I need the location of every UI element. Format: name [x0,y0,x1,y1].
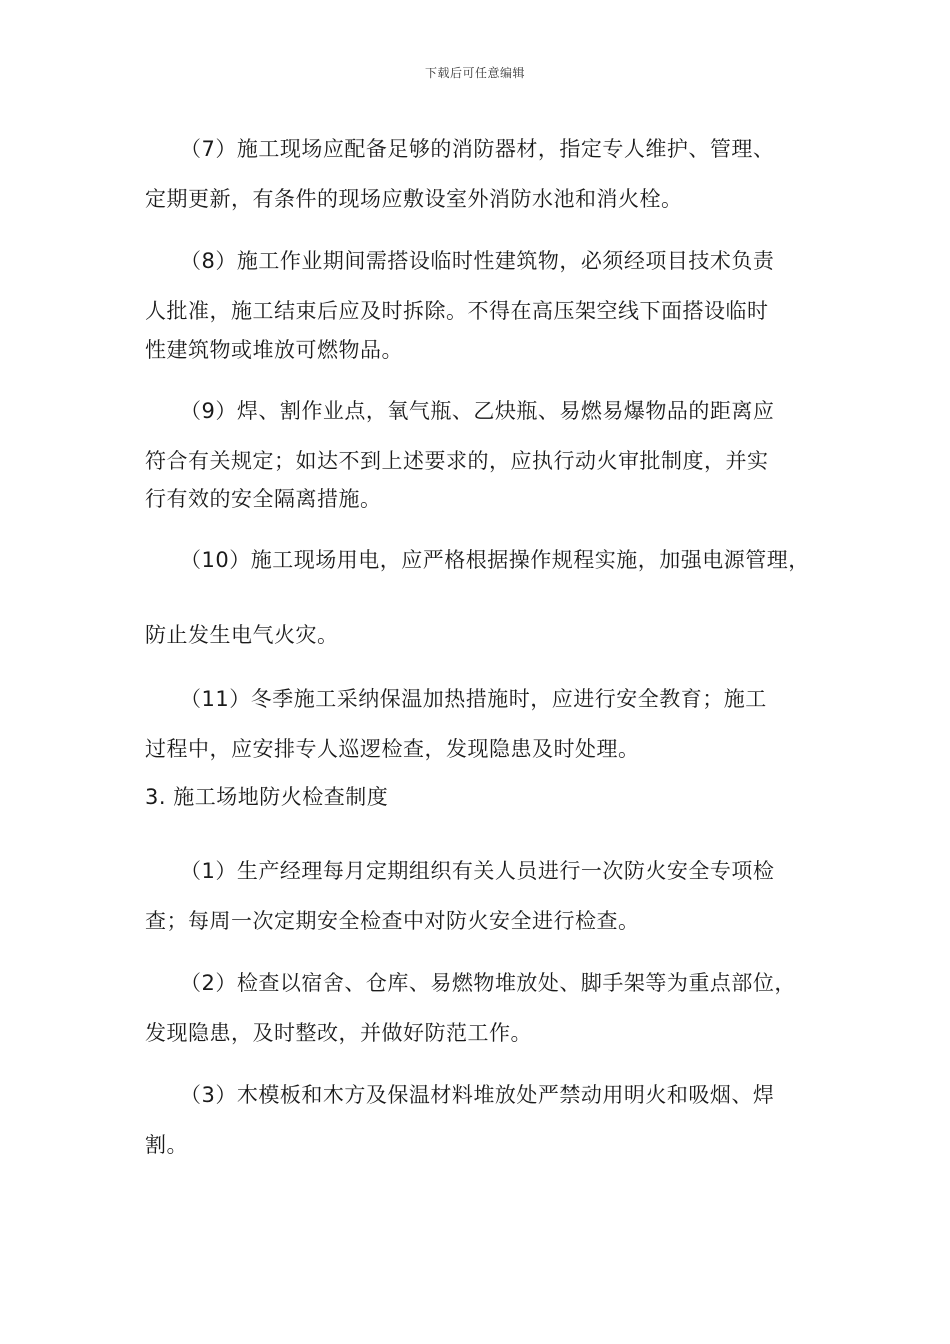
text-line: 割。 [145,1133,188,1157]
text-line: （2）检查以宿舍、仓库、易燃物堆放处、脚手架等为重点部位， [180,971,796,995]
text-line: 性建筑物或堆放可燃物品。 [145,338,403,362]
page-header: 下载后可任意编辑 [424,66,525,80]
text-line: 发现隐患，及时整改，并做好防范工作。 [145,1021,532,1045]
text-line: 查；每周一次定期安全检查中对防火安全进行检查。 [145,909,640,933]
text-line: 定期更新，有条件的现场应敷设室外消防水池和消火栓。 [145,187,683,211]
text-line: （7）施工现场应配备足够的消防器材，指定专人维护、管理、 [180,137,775,161]
text-line: （1）生产经理每月定期组织有关人员进行一次防火安全专项检 [180,859,775,883]
text-line: （8）施工作业期间需搭设临时性建筑物，必须经项目技术负责 [180,249,775,273]
section-heading: 3. 施工场地防火检查制度 [145,785,389,809]
text-line: （9）焊、割作业点，氧气瓶、乙炔瓶、易燃易爆物品的距离应 [180,399,775,423]
text-line: 过程中，应安排专人巡逻检查，发现隐患及时处理。 [145,737,640,761]
text-line: 符合有关规定；如达不到上述要求的，应执行动火审批制度，并实 [145,449,769,473]
text-line: （11）冬季施工采纳保温加热措施时，应进行安全教育；施工 [180,687,767,711]
text-line: 防止发生电气火灾。 [145,623,339,647]
text-line: （3）木模板和木方及保温材料堆放处严禁动用明火和吸烟、焊 [180,1083,775,1107]
text-line: （10）施工现场用电，应严格根据操作规程实施，加强电源管理， [180,548,810,572]
text-line: 人批准，施工结束后应及时拆除。不得在高压架空线下面搭设临时 [145,299,769,323]
text-line: 行有效的安全隔离措施。 [145,487,382,511]
